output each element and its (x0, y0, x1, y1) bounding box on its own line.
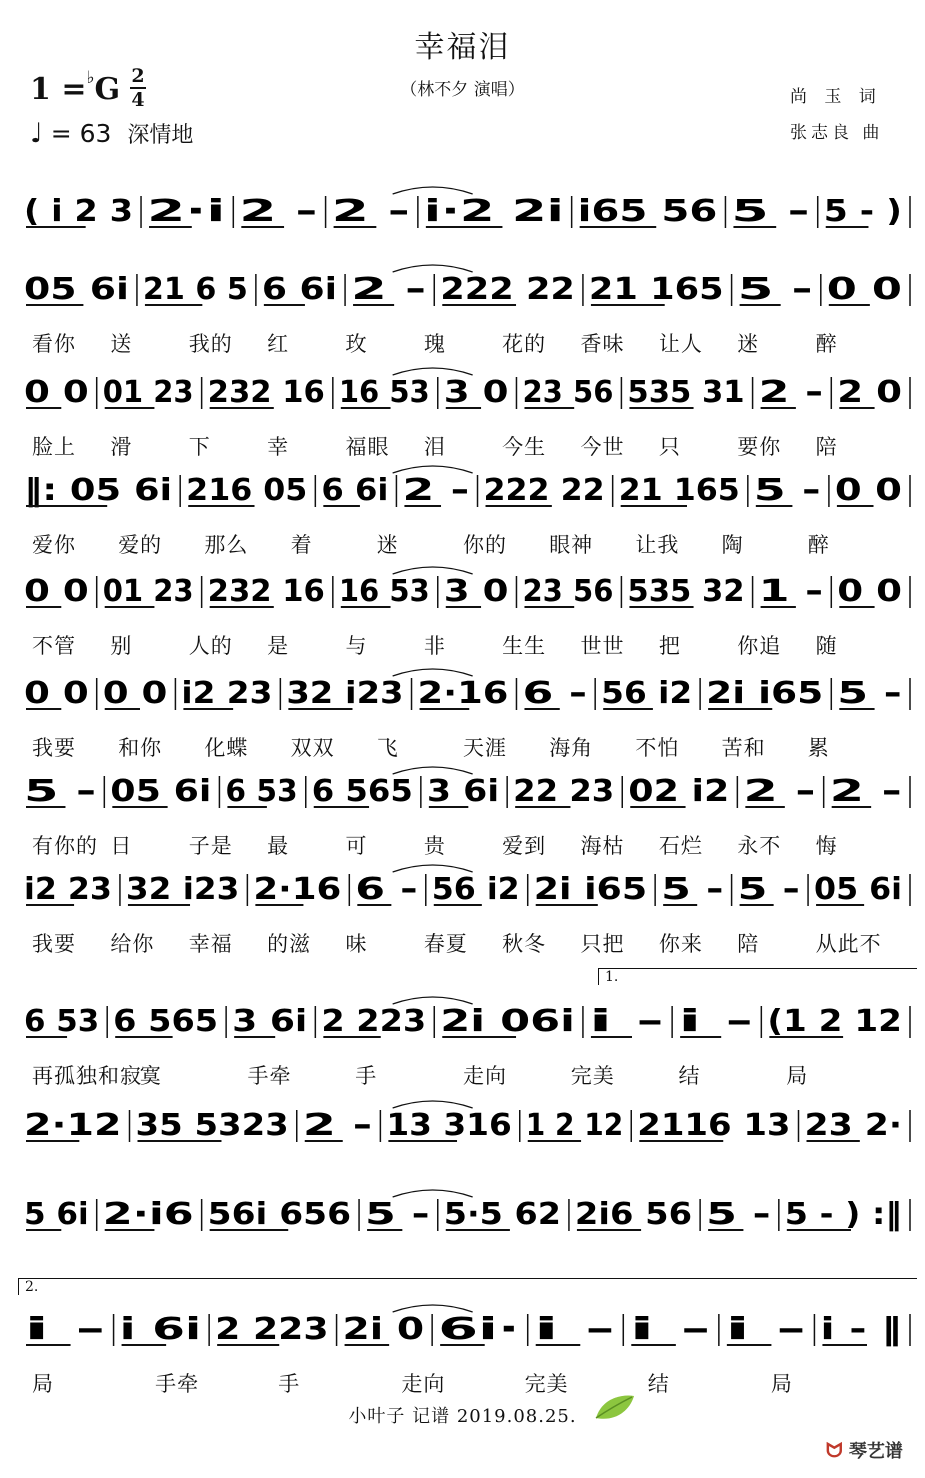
brand-watermark (826, 1437, 903, 1463)
tie-arc (393, 265, 473, 272)
measure-notes: 56 i2 (601, 676, 693, 711)
notation-row (0, 369, 925, 409)
measure-notes: 232 16 (207, 574, 325, 609)
notation-line (0, 1102, 925, 1150)
tie-arc (393, 997, 473, 1004)
tie-arc (393, 187, 473, 194)
measure-notes: 21 165 (618, 473, 740, 508)
lyric-word: 你的 (463, 533, 507, 557)
lyric-word: 滑 (110, 435, 133, 459)
time-bottom: 4 (131, 89, 145, 111)
measure-notes: 01 23 (102, 574, 194, 609)
lyric-word: 局 (770, 1372, 793, 1396)
measure-notes: i2 23 (181, 676, 273, 711)
measure-notes: 05 6i (110, 774, 212, 809)
measure-notes: 0 0 (837, 574, 902, 609)
lyric-word: 双双 (290, 736, 335, 760)
measure-notes: 2 223 (215, 1312, 329, 1347)
lyric-word: 随 (815, 634, 838, 658)
measure-notes: 6 6i (261, 272, 338, 307)
measure-notes: 5 - (365, 1197, 430, 1232)
measure-notes: 535 32 (627, 574, 745, 609)
lyric-word: 再孤独和寂 (32, 1064, 142, 1088)
measure-notes: 2 223 (321, 1004, 427, 1039)
measure-notes: 5 6i (24, 1197, 89, 1232)
tie-arc (393, 865, 473, 872)
measure-notes: 5 - (737, 272, 813, 307)
key-letter: G (94, 72, 121, 107)
measure-notes: ( i 2 3 (24, 194, 134, 229)
lyric-word: 寞 (139, 1064, 162, 1088)
lyric-word: 福眼 (345, 435, 390, 459)
lyric-word: 泪 (423, 435, 446, 459)
lyric-word: 永不 (737, 834, 782, 858)
measure-notes: 6 53 (225, 774, 298, 809)
lyric-word: 局 (786, 1064, 809, 1088)
time-top: 2 (131, 65, 145, 87)
measure-notes: 6 - (522, 676, 588, 711)
measure-notes: 13 316 (386, 1108, 512, 1143)
lyric-word: 你追 (737, 634, 782, 658)
measure-notes: 22 23 (513, 774, 615, 809)
measure-notes: 232 16 (207, 375, 325, 410)
lyric-word: 着 (290, 533, 313, 557)
tempo-value: = 63 (50, 119, 112, 148)
lyric-word: 下 (188, 435, 211, 459)
measure-notes: 535 31 (627, 375, 745, 410)
measure-notes: 2·16 (253, 872, 342, 907)
lyric-word: 只把 (580, 932, 625, 956)
lyric-word: 手 (355, 1064, 378, 1088)
lyric-word: 日 (110, 834, 133, 858)
lyric-word: 红 (267, 332, 290, 356)
measure-notes: i - (629, 1312, 711, 1347)
tie-arc (393, 1101, 473, 1108)
lyric-word: 最 (267, 834, 290, 858)
lyric-word: 世世 (580, 634, 625, 658)
leaf-icon (592, 1392, 636, 1424)
measure-notes: 56i 656 (207, 1197, 352, 1232)
time-signature (130, 66, 146, 110)
notation-line (0, 188, 925, 236)
singer-credit: （林不夕 演唱） (400, 80, 525, 100)
measure-notes: 2116 13 (637, 1108, 791, 1143)
measure-notes: i65 56 (577, 194, 718, 229)
measure-notes: i - (533, 1312, 616, 1347)
lyric-word: 你来 (658, 932, 703, 956)
notation-line (0, 998, 925, 1046)
measure-notes: 2 - (743, 774, 816, 809)
measure-notes: 2i6 56 (574, 1197, 693, 1232)
tie-arc (393, 767, 473, 774)
measure-notes: 2 - (351, 272, 427, 307)
measure-notes: i - (24, 1312, 106, 1347)
measure-notes: 5 - (706, 1197, 771, 1232)
measure-notes: 35 5323 (135, 1108, 289, 1143)
notation-row (0, 998, 925, 1038)
measure-notes: i - (678, 1004, 754, 1039)
measure-notes: i - (724, 1312, 807, 1347)
lyric-word: 海枯 (580, 834, 625, 858)
lyric-word: 今生 (502, 435, 547, 459)
notation-line (0, 1306, 925, 1354)
lyric-word: 玫 (345, 332, 368, 356)
measure-notes: (1 2 12 (767, 1004, 902, 1039)
measure-notes: 5 - (837, 676, 902, 711)
notation-row (0, 768, 925, 808)
measure-notes: 23 56 (522, 375, 614, 410)
notation-row (0, 266, 925, 306)
notation-row (0, 188, 925, 228)
measure-notes: 222 22 (483, 473, 605, 508)
measure-notes: 5 - (24, 774, 97, 809)
song-title: 幸福泪 (414, 30, 511, 65)
lyric-word: 给你 (110, 932, 155, 956)
lyric-word: 贵 (423, 834, 446, 858)
measure-notes: 5 - ) (823, 194, 902, 229)
volta-bracket: 2. (18, 1278, 917, 1295)
lyric-word: 局 (32, 1372, 54, 1396)
lyric-word: 完美 (524, 1372, 569, 1396)
lyric-word: 结 (678, 1064, 701, 1088)
measure-notes: 16 53 (338, 574, 430, 609)
composer-credit: 张志良 曲 (790, 123, 884, 143)
measure-notes: 2·12 (24, 1108, 122, 1143)
key-main: 1 = (30, 72, 87, 107)
measure-notes: 32 i23 (286, 676, 404, 711)
tie-arc (393, 368, 473, 375)
tie-arc (393, 567, 473, 574)
lyric-word: 醉 (807, 533, 830, 557)
measure-notes: 222 22 (440, 272, 575, 307)
notation-row (0, 1306, 925, 1346)
quarter-note-icon: ♩ (30, 118, 43, 149)
measure-notes: 2·i (147, 194, 226, 229)
measure-notes: 6 565 (113, 1004, 219, 1039)
notation-row (0, 670, 925, 710)
lyric-word: 眼神 (549, 533, 594, 557)
lyric-word: 不怕 (635, 736, 680, 760)
lyric-word: 手 (278, 1372, 301, 1396)
tie-arc (393, 669, 473, 676)
lyric-word: 让我 (635, 533, 680, 557)
lyric-word: 海角 (549, 736, 594, 760)
lyric-word: 秋冬 (502, 932, 547, 956)
notation-line (0, 369, 925, 417)
lyric-word: 子是 (188, 834, 233, 858)
key-signature (30, 68, 121, 107)
tie-arc (393, 466, 473, 473)
brand-name: 琴艺谱 (848, 1441, 903, 1462)
lyric-word: 幸福 (188, 932, 233, 956)
lyric-word: 累 (807, 736, 830, 760)
lyric-word: 有你的 (32, 834, 98, 858)
measure-notes: 2 - (302, 1108, 373, 1143)
notation-row (0, 1191, 925, 1231)
lyric-word: 今世 (580, 435, 625, 459)
measure-notes: 0 0 (102, 676, 168, 711)
lyric-word: 石烂 (658, 834, 703, 858)
expression-mark: 深情地 (127, 123, 194, 148)
lyric-word: 化蝶 (204, 736, 249, 760)
lyric-word: 陪 (737, 932, 760, 956)
measure-notes: i·2 2i (423, 194, 564, 229)
measure-notes: 0 0 (834, 473, 902, 508)
lyric-word: 送 (110, 332, 133, 356)
lyric-word: 那么 (204, 533, 249, 557)
measure-notes: 6 6i (321, 473, 389, 508)
notation-row (0, 568, 925, 608)
lyric-word: 的滋 (267, 932, 312, 956)
measure-notes: i - (588, 1004, 665, 1039)
lyric-word: 结 (647, 1372, 670, 1396)
transcriber-credit: 小叶子 记谱 2019.08.25. (348, 1406, 577, 1427)
measure-notes: i - ‖ (820, 1312, 902, 1347)
measure-notes: 3 0 (443, 375, 509, 410)
measure-notes: 5 - (661, 872, 724, 907)
measure-notes: 2·i6 (102, 1197, 194, 1232)
lyric-word: 迷 (376, 533, 399, 557)
lyric-word: 幸 (267, 435, 290, 459)
tempo-marking (30, 118, 193, 149)
measure-notes: ‖: 05 6i (24, 473, 173, 508)
measure-notes: 5 - ) :‖ (784, 1197, 902, 1232)
lyric-word: 爱的 (118, 533, 163, 557)
measure-notes: 2·16 (417, 676, 509, 711)
measure-notes: 02 i2 (628, 774, 730, 809)
lyric-word: 花的 (502, 332, 547, 356)
lyric-word: 要你 (737, 435, 782, 459)
measure-notes: 0 0 (24, 574, 89, 609)
lyric-word: 让人 (658, 332, 703, 356)
measure-notes: 01 23 (102, 375, 194, 410)
lyric-word: 香味 (580, 332, 625, 356)
lyric-word: 醉 (815, 332, 838, 356)
notation-line (0, 1191, 925, 1239)
notation-line (0, 670, 925, 718)
lyric-word: 从此不 (815, 932, 882, 956)
lyric-word: 不管 (32, 634, 76, 658)
lyricist-credit: 尚 玉 词 (790, 87, 882, 107)
notation-line (0, 568, 925, 616)
lyric-word: 瑰 (423, 332, 446, 356)
lyric-word: 迷 (737, 332, 760, 356)
volta-bracket: 1. (598, 968, 917, 985)
measure-notes: 16 53 (338, 375, 430, 410)
measure-notes: 2 0 (837, 375, 902, 410)
lyric-word: 我要 (32, 932, 76, 956)
lyric-word: 可 (345, 834, 368, 858)
notation-line (0, 866, 925, 914)
flat-sign: ♭ (86, 68, 95, 88)
measure-notes: 05 6i (814, 872, 902, 907)
lyric-word: 别 (110, 634, 133, 658)
measure-notes: 21 165 (588, 272, 724, 307)
lyric-word: 爱到 (502, 834, 547, 858)
lyric-word: 脸上 (32, 435, 76, 459)
notation-row (0, 866, 925, 906)
lyric-word: 把 (658, 634, 681, 658)
lyric-word: 完美 (570, 1064, 615, 1088)
measure-notes: 5 - (753, 473, 821, 508)
lyric-word: 非 (423, 634, 446, 658)
measure-notes: 2 - (331, 194, 410, 229)
notation-line (0, 768, 925, 816)
notation-row (0, 467, 925, 507)
lyric-word: 与 (345, 634, 368, 658)
notation-line (0, 467, 925, 515)
lyric-word: 味 (345, 932, 368, 956)
measure-notes: 2 - (239, 194, 318, 229)
measure-notes: 0 0 (826, 272, 902, 307)
lyric-word: 我的 (188, 332, 233, 356)
lyric-word: 走向 (401, 1372, 446, 1396)
brand-logo-icon: ᗢ (826, 1438, 843, 1462)
notation-line (0, 266, 925, 314)
measure-notes: 2i 0 (342, 1312, 425, 1347)
lyric-word: 看你 (32, 332, 76, 356)
measure-notes: 5 - (731, 194, 810, 229)
measure-notes: 6 565 (311, 774, 413, 809)
measure-notes: 3 6i (426, 774, 500, 809)
measure-notes: i2 23 (24, 872, 112, 907)
measure-notes: 0 0 (24, 676, 89, 711)
tie-arc (393, 1190, 473, 1197)
measure-notes: 3 6i (232, 1004, 308, 1039)
notation-row (0, 1102, 925, 1142)
lyric-word: 和你 (118, 736, 163, 760)
lyric-word: 手牵 (247, 1064, 292, 1088)
measure-notes: 2 - (829, 774, 902, 809)
lyric-word: 悔 (815, 834, 838, 858)
measure-notes: 05 6i (24, 272, 129, 307)
measure-notes: 2i i65 (533, 872, 648, 907)
lyric-word: 陶 (721, 533, 744, 557)
measure-notes: 5·5 62 (443, 1197, 561, 1232)
lyric-word: 是 (267, 634, 290, 658)
measure-notes: 216 05 (186, 473, 308, 508)
lyric-word: 生生 (502, 634, 547, 658)
measure-notes: 6 53 (24, 1004, 100, 1039)
measure-notes: i 6i (119, 1312, 202, 1347)
measure-notes: 1 2 12 (525, 1108, 624, 1143)
measure-notes: 23 2· (804, 1108, 902, 1143)
measure-notes: 32 i23 (125, 872, 240, 907)
measure-notes: 0 0 (24, 375, 89, 410)
measure-notes: 6 - (355, 872, 418, 907)
lyric-word: 爱你 (32, 533, 76, 557)
lyric-word: 我要 (32, 736, 76, 760)
lyric-word: 手牵 (155, 1372, 200, 1396)
lyric-word: 走向 (463, 1064, 507, 1088)
lyric-word: 只 (658, 435, 681, 459)
measure-notes: 2i i65 (706, 676, 824, 711)
lyric-word: 陪 (815, 435, 838, 459)
measure-notes: 2i 06i (440, 1004, 575, 1039)
measure-notes: 21 6 5 (142, 272, 248, 307)
tie-arc (393, 1305, 473, 1312)
measure-notes: 2 - (402, 473, 470, 508)
measure-notes: 5 - (737, 872, 801, 907)
measure-notes: 2 - (758, 375, 824, 410)
measure-notes: 6i· (438, 1312, 520, 1347)
lyric-word: 苦和 (721, 736, 766, 760)
measure-notes: 3 0 (443, 574, 509, 609)
measure-notes: 1 - (758, 574, 824, 609)
measure-notes: 23 56 (522, 574, 614, 609)
measure-notes: 56 i2 (431, 872, 520, 907)
lyric-word: 春夏 (423, 932, 468, 956)
lyric-word: 人的 (188, 634, 233, 658)
lyric-word: 飞 (376, 736, 399, 760)
lyric-word: 天涯 (463, 736, 507, 760)
